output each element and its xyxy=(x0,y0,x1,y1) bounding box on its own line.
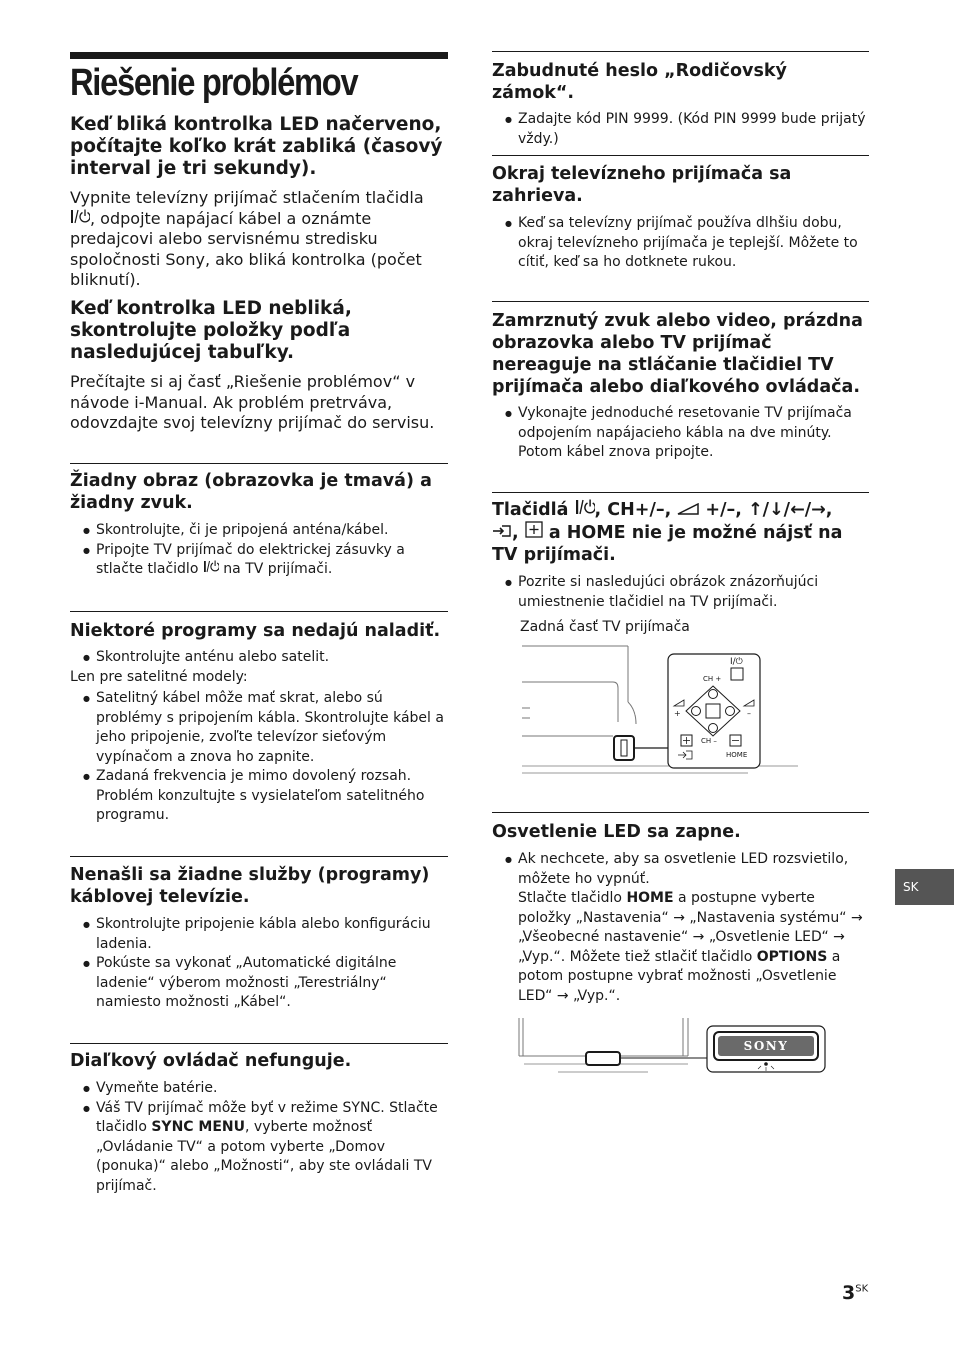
section-password xyxy=(492,51,869,149)
list-item: ● Skontrolujte pripojenie kábla alebo konfiguráciu ladenia. xyxy=(70,915,448,954)
page-number: $3^{SK}$ xyxy=(842,1282,869,1304)
heading-buttons: Tlačidlá , CH+/–, +/–, ↑/↓/←/→, , a HOME nie je možné nájsť na TV prijímači. xyxy=(492,500,843,565)
list-item: ● Vykonajte jednoduché resetovanie TV prijímača odpojením napájacieho kábla na dve minúty. Potom kábel znova pripojte. xyxy=(492,404,869,463)
power-icon xyxy=(70,209,90,230)
heading-blink: Keď bliká kontrolka LED načerveno, počítajte koľko krát zabliká (časový interval je tri sekundy). xyxy=(70,114,443,179)
section-led xyxy=(492,812,869,1084)
satellite-note: Len pre satelitné modely: xyxy=(70,668,248,685)
language-tab: SK xyxy=(895,869,954,905)
svg-text:CH +: CH + xyxy=(703,674,722,683)
heading-noblink: Keď kontrolka LED nebliká, skontrolujte položky podľa nasledujúcej tabuľky. xyxy=(70,298,352,363)
heading-cable: Nenašli sa žiadne služby (programy) káblovej televízie. xyxy=(70,865,430,907)
para-blink: Vypnite televízny prijímač stlačením tlačidla , odpojte napájací kábel a oznámte predajcovi alebo servisnému stredisku spoločnosti Sony, ako bliká kontrolka (počet bliknutí). xyxy=(70,188,424,289)
volume-icon xyxy=(677,500,699,520)
section-buttons xyxy=(492,492,869,777)
section-noblink xyxy=(70,298,448,434)
list-item: ● Ak nechcete, aby sa osvetlenie LED rozsvietilo, môžete ho vypnúť. Stlačte tlačidlo HOME a postupne vyberte položky „Nastavenia“ → „Nastavenia systému“ → „Všeobecné nastavenie“ → „Osvetlenie LED“ → „Vyp.“. Môžete tiež stlačiť tlačidlo OPTIONS a potom postupne vybrať možnosti „Osvetlenie LED“ → „Vyp.“. xyxy=(492,850,869,1006)
heading-heat: Okraj televízneho prijímača sa zahrieva. xyxy=(492,164,792,206)
enter-icon xyxy=(525,523,543,543)
power-icon xyxy=(203,560,219,580)
list-item: ● Keď sa televízny prijímač používa dlhšiu dobu, okraj televízneho prijímača je teplejší. Môžete to cítiť, keď sa ho dotknete rukou. xyxy=(492,214,869,273)
heading-led: Osvetlenie LED sa zapne. xyxy=(492,822,741,842)
svg-text:I/⏻: I/⏻ xyxy=(730,656,743,667)
svg-text:+: + xyxy=(674,708,681,718)
list-item: ● Zadaná frekvencia je mimo dovolený rozsah. Problém konzultujte s vysielateľom satelitného programu. xyxy=(70,767,448,826)
svg-text:CH –: CH – xyxy=(701,736,717,745)
list-item: ● Skontrolujte anténu alebo satelit. xyxy=(70,648,448,668)
section-remote xyxy=(70,1043,448,1196)
list-item: ● Vymeňte batérie. xyxy=(70,1079,448,1099)
led-indicator xyxy=(764,1062,768,1066)
title-bar xyxy=(70,52,448,59)
list-item: ● Satelitný kábel môže mať skrat, alebo sú problémy s pripojením kábla. Skontrolujte kábel a jeho pripojenie, zvoľte televízor sieťovým vypínačom a znova ho zapnite. xyxy=(70,689,448,767)
section-heat xyxy=(492,155,869,273)
heading-password: Zabudnuté heslo „Rodičovský zámok“. xyxy=(492,61,787,103)
heading-freeze: Zamrznutý zvuk alebo video, prázdna obrazovka alebo TV prijímač nereaguje na stláčanie tlačidiel TV prijímača alebo diaľkového ovládača. xyxy=(492,311,863,397)
input-icon xyxy=(492,523,512,543)
list-item: ● Pripojte TV prijímač do elektrickej zásuvky a stlačte tlačidlo na TV prijímači. xyxy=(70,541,448,580)
list-item: ● Pozrite si nasledujúci obrázok znázorňujúci umiestnenie tlačidiel na TV prijímači. xyxy=(492,573,869,612)
list-item: ● Váš TV prijímač môže byť v režime SYNC. Stlačte tlačidlo SYNC MENU, vyberte možnosť „Ovládanie TV“ a potom vyberte „Domov (ponuka)“ alebo „Možnosti“, aby ste ovládali TV prijímač. xyxy=(70,1099,448,1197)
section-freeze xyxy=(492,301,869,463)
list-item: ● Zadajte kód PIN 9999. (Kód PIN 9999 bude prijatý vždy.) xyxy=(492,110,869,149)
tv-buttons-diagram xyxy=(518,642,798,777)
svg-text:SONY: SONY xyxy=(743,1039,789,1053)
power-icon xyxy=(575,499,595,521)
section-tuning xyxy=(70,611,448,826)
section-cable xyxy=(70,856,448,1013)
svg-text:–: – xyxy=(747,708,751,718)
section-no-picture xyxy=(70,463,448,580)
heading-no-picture: Žiadny obraz (obrazovka je tmavá) a žiadny zvuk. xyxy=(70,471,432,513)
svg-text:HOME: HOME xyxy=(726,750,748,759)
heading-tuning: Niektoré programy sa nedajú naladiť. xyxy=(70,621,441,641)
list-item: ● Skontrolujte, či je pripojená anténa/kábel. xyxy=(70,521,448,541)
page-title: Riešenie problémov xyxy=(70,62,358,104)
heading-remote: Diaľkový ovládač nefunguje. xyxy=(70,1051,352,1071)
section-blink xyxy=(70,114,448,291)
para-noblink: Prečítajte si aj časť „Riešenie problémov“ v návode i-Manual. Ak problém pretrváva, odovzdajte svoj televízny prijímač do servisu. xyxy=(70,372,435,432)
led-diagram xyxy=(518,1018,848,1084)
figure-caption: Zadná časť TV prijímača xyxy=(520,619,690,635)
list-item: ● Pokúste sa vykonať „Automatické digitálne ladenie“ výberom možnosti „Terestriálny“ namiesto možnosti „Kábel“. xyxy=(70,954,448,1013)
